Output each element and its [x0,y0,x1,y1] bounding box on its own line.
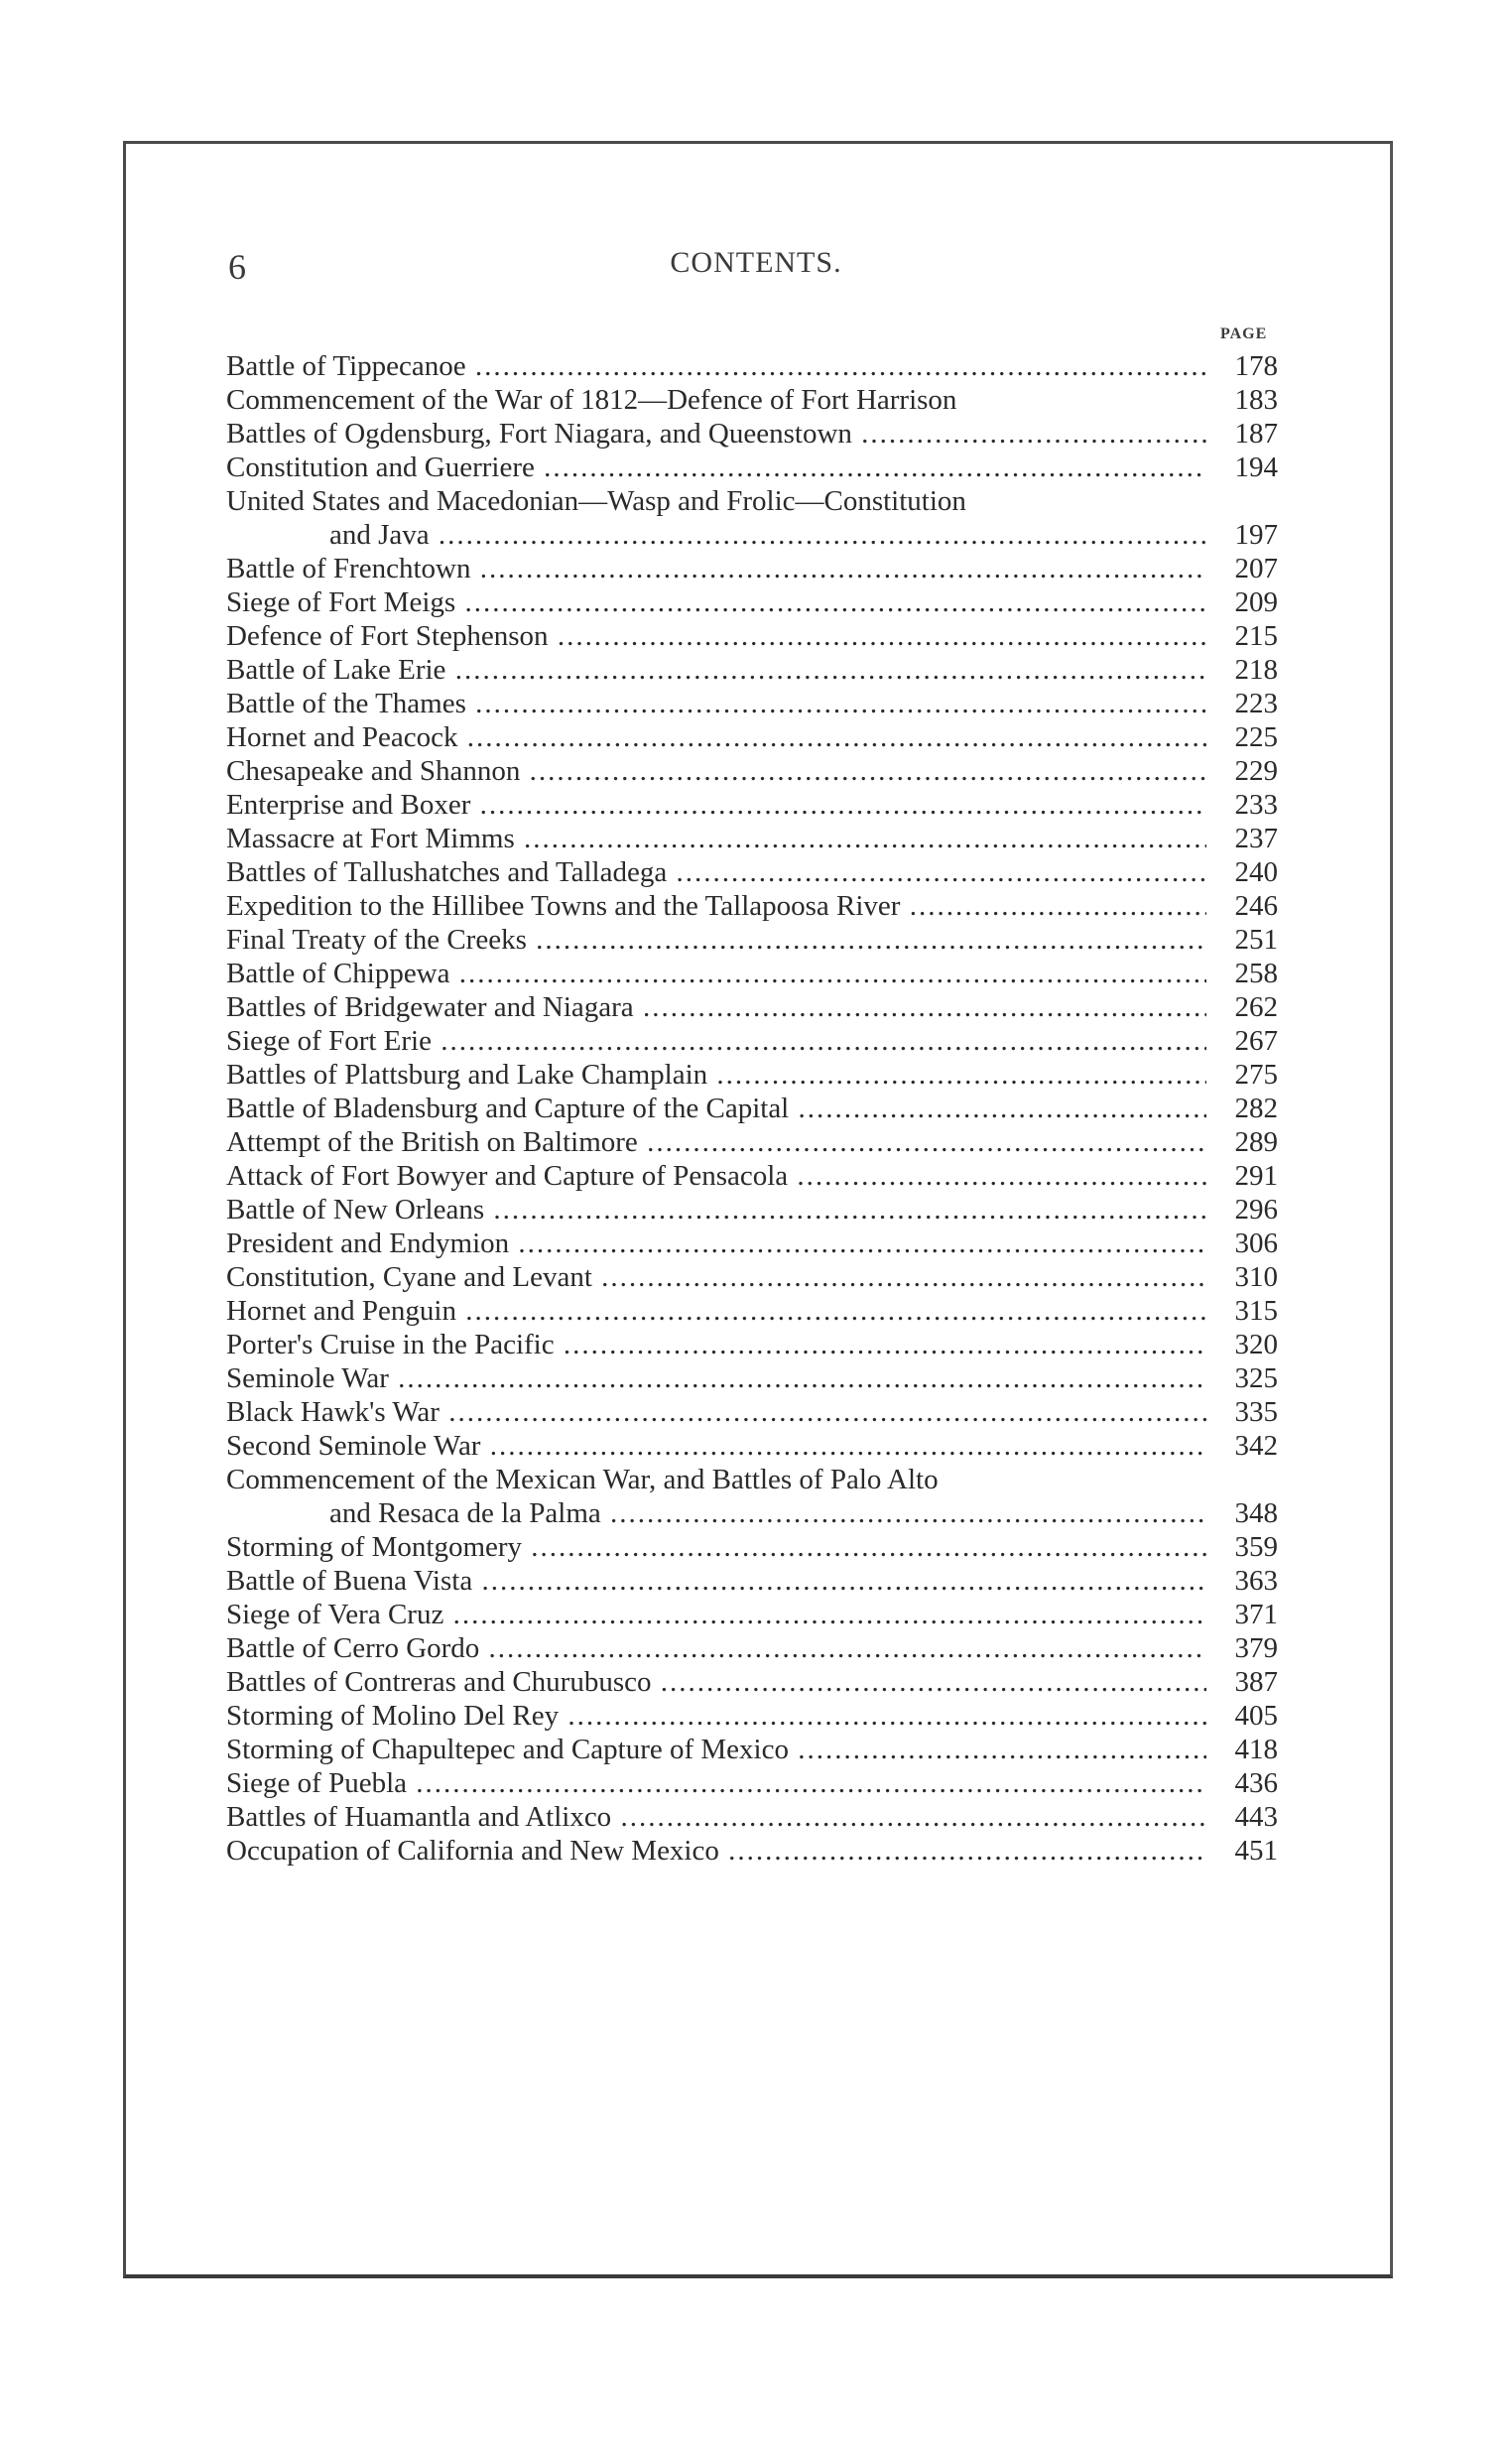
page-column-label: PAGE [1220,325,1268,342]
toc-entry [226,1159,1278,1193]
toc-entry-page: 379 [1234,1632,1278,1664]
toc-entry-page: 443 [1234,1801,1278,1833]
toc-entry-page: 187 [1234,418,1278,450]
toc-entry-page: 233 [1234,789,1278,821]
toc-entry-title: Porter's Cruise in the Pacific ..... [226,1328,1206,1361]
toc-entry-title: Second Seminole War ..... [226,1429,1206,1463]
toc-entry [226,383,1278,417]
toc-entry-title: Battle of Lake Erie ..... [226,653,1206,687]
toc-entry-page: 289 [1234,1126,1278,1158]
toc-entry-page: 451 [1234,1835,1278,1867]
toc-entry [226,1429,1278,1463]
toc-entry-page: 262 [1234,991,1278,1023]
toc-entry-title: Battles of Bridgewater and Niagara ..... [226,990,1206,1024]
toc-entry-page: 194 [1234,452,1278,483]
toc-entry [226,720,1278,754]
toc-entry-page: 291 [1234,1160,1278,1192]
toc-entry-title: Battle of Frenchtown ..... [226,552,1206,585]
toc-entry [226,1058,1278,1092]
toc-entry-page: 275 [1234,1059,1278,1091]
toc-entry [226,1766,1278,1800]
toc-entry [226,923,1278,957]
toc-entry-page: 246 [1234,890,1278,922]
toc-entry-page: 178 [1234,350,1278,382]
toc-entry-title: Constitution and Guerriere ..... [226,451,1206,484]
toc-entry [226,990,1278,1024]
toc-entry [226,1800,1278,1834]
toc-entry-title: Storming of Molino Del Rey ..... [226,1699,1206,1733]
toc-entry-title: Battles of Ogdensburg, Fort Niagara, and Queenstown ..... [226,417,1206,451]
toc-entry-title: Hornet and Penguin ..... [226,1294,1206,1328]
toc-entry-title: Storming of Montgomery ..... [226,1530,1206,1564]
toc-entry [226,1733,1278,1766]
toc-entry [226,822,1278,855]
toc-entry-title-line2: and Resaca de la Palma ..... [329,1496,1206,1530]
toc-entry [226,1125,1278,1159]
toc-entry-title: Attempt of the British on Baltimore ..... [226,1125,1206,1159]
toc-entry-title: Battle of Chippewa ..... [226,957,1206,990]
toc-entry-page: 371 [1234,1599,1278,1630]
toc-entry-page: 183 [1234,384,1278,416]
toc-entry [226,349,1278,383]
toc-entry [226,1395,1278,1429]
toc-entry-page: 240 [1234,856,1278,888]
toc-entry-page: 436 [1234,1767,1278,1799]
toc-entry [226,687,1278,720]
toc-entry-title: Seminole War ..... [226,1361,1206,1395]
toc-entry-page: 296 [1234,1194,1278,1226]
toc-entry-page: 405 [1234,1700,1278,1732]
toc-entry-page: 237 [1234,823,1278,854]
toc-entry-page: 282 [1234,1093,1278,1124]
toc-entry [226,585,1278,619]
toc-entry-title: Defence of Fort Stephenson ..... [226,619,1206,653]
toc-entry [226,754,1278,788]
toc-entry-title: Chesapeake and Shannon ..... [226,754,1206,788]
toc-entry-title-line1: United States and Macedonian—Wasp and Frolic—Constitution [226,485,966,517]
toc-entry-page: 306 [1234,1227,1278,1259]
toc-entry [226,1530,1278,1564]
toc-entry-title: Enterprise and Boxer ..... [226,788,1206,822]
toc-entry-page: 315 [1234,1295,1278,1327]
toc-entry [226,1834,1278,1868]
toc-entry-title: Final Treaty of the Creeks ..... [226,923,1206,957]
toc-entry [226,1564,1278,1598]
toc-entry-page: 320 [1234,1329,1278,1360]
toc-entry-page: 223 [1234,688,1278,719]
toc-entry [226,1665,1278,1699]
toc-entry [226,1092,1278,1125]
toc-entry-page: 229 [1234,755,1278,787]
toc-entry-title: Battle of Tippecanoe ..... [226,349,1206,383]
toc-entry-title: Battle of Buena Vista ..... [226,1564,1206,1598]
toc-entry [226,957,1278,990]
toc-entry-page: 348 [1234,1497,1278,1529]
toc-entry-title: Siege of Fort Meigs ..... [226,585,1206,619]
toc-entry-page: 325 [1234,1362,1278,1394]
toc-entry-page: 225 [1234,721,1278,753]
page-number: 6 [228,247,246,287]
toc-entry-title: Storming of Chapultepec and Capture of Mexico ..... [226,1733,1206,1766]
toc-entry-title: Occupation of California and New Mexico ..... [226,1834,1206,1868]
toc-entry-title: Siege of Puebla ..... [226,1766,1206,1800]
toc-entry-title: Battles of Contreras and Churubusco ..... [226,1665,1206,1699]
toc-entry-title: Battle of Cerro Gordo ..... [226,1631,1206,1665]
toc-entry-title: Commencement of the War of 1812—Defence of Fort Harrison [226,384,957,416]
table-of-contents [226,349,1278,1868]
toc-entry-title: Siege of Vera Cruz ..... [226,1598,1206,1631]
toc-entry-page: 218 [1234,654,1278,686]
toc-entry-page: 197 [1234,519,1278,551]
toc-entry-title: Battle of Bladensburg and Capture of the Capital ..... [226,1092,1206,1125]
toc-entry [226,1328,1278,1361]
toc-entry-page: 215 [1234,620,1278,652]
toc-entry-page: 342 [1234,1430,1278,1462]
toc-entry [226,788,1278,822]
toc-entry-page: 387 [1234,1666,1278,1698]
toc-entry-title: Battle of the Thames ..... [226,687,1206,720]
toc-entry-title: Massacre at Fort Mimms ..... [226,822,1206,855]
toc-entry [226,653,1278,687]
toc-entry [226,1193,1278,1226]
toc-entry [226,1463,1278,1530]
toc-entry [226,1260,1278,1294]
toc-entry-page: 310 [1234,1261,1278,1293]
toc-entry-title-line1: Commencement of the Mexican War, and Battles of Palo Alto [226,1464,939,1495]
toc-entry [226,855,1278,889]
toc-entry-page: 209 [1234,586,1278,618]
toc-entry-title-line2: and Java ..... [329,518,1206,552]
toc-entry-title: Constitution, Cyane and Levant ..... [226,1260,1206,1294]
toc-entry [226,1631,1278,1665]
toc-entry [226,1598,1278,1631]
toc-entry [226,451,1278,484]
toc-entry-page: 359 [1234,1531,1278,1563]
toc-entry-page: 207 [1234,553,1278,584]
toc-entry [226,417,1278,451]
running-title: CONTENTS. [670,246,842,279]
toc-entry-title: Siege of Fort Erie ..... [226,1024,1206,1058]
toc-entry-title: Battle of New Orleans ..... [226,1193,1206,1226]
toc-entry-title: Battles of Huamantla and Atlixco ..... [226,1800,1206,1834]
toc-entry-title: Attack of Fort Bowyer and Capture of Pensacola ..... [226,1159,1206,1193]
toc-entry [226,619,1278,653]
toc-entry-page: 258 [1234,958,1278,989]
toc-entry [226,1294,1278,1328]
toc-entry-page: 267 [1234,1025,1278,1057]
toc-entry [226,484,1278,552]
toc-entry-page: 335 [1234,1396,1278,1428]
toc-entry [226,552,1278,585]
toc-entry [226,1699,1278,1733]
toc-entry-title: Black Hawk's War ..... [226,1395,1206,1429]
toc-entry-page: 363 [1234,1565,1278,1597]
toc-entry-page: 418 [1234,1734,1278,1765]
toc-entry-page: 251 [1234,924,1278,956]
toc-entry [226,889,1278,923]
toc-entry [226,1024,1278,1058]
toc-entry [226,1226,1278,1260]
toc-entry-title: Hornet and Peacock ..... [226,720,1206,754]
toc-entry [226,1361,1278,1395]
toc-entry-title: Battles of Plattsburg and Lake Champlain ..... [226,1058,1206,1092]
toc-entry-title: President and Endymion ..... [226,1226,1206,1260]
toc-entry-title: Expedition to the Hillibee Towns and the Tallapoosa River ..... [226,889,1206,923]
toc-entry-title: Battles of Tallushatches and Talladega ..... [226,855,1206,889]
